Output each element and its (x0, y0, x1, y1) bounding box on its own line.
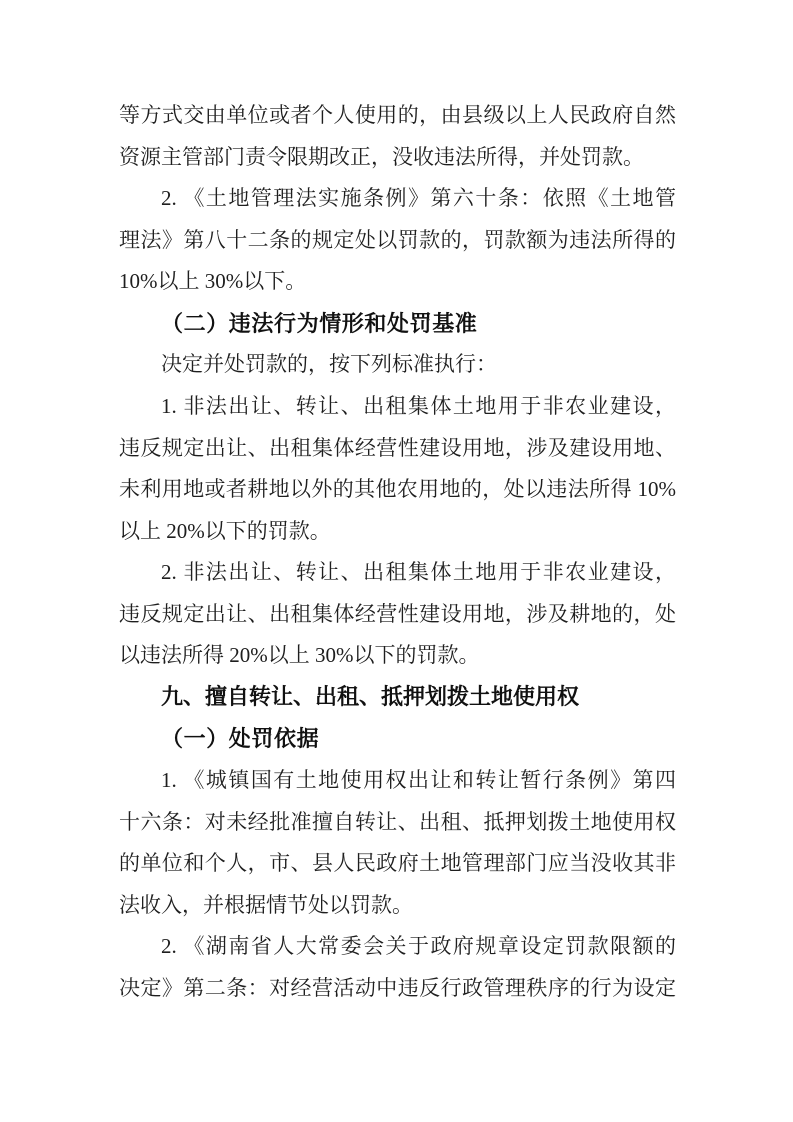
body-line-paragraph-end: 法收入，并根据情节处以罚款。 (119, 892, 413, 917)
body-line: 理法》第八十二条的规定处以罚款的，罚款额为违法所得的 (119, 227, 676, 252)
subsection-heading-violation-standards: （二）违法行为情形和处罚基准 (161, 310, 478, 336)
document-text-block (119, 95, 676, 1009)
subsection-heading-penalty-basis: （一）处罚依据 (161, 726, 320, 752)
body-line-paragraph-end: 以违法所得 20%以上 30%以下的罚款。 (119, 643, 480, 668)
body-line-paragraph-end: 以上 20%以下的罚款。 (119, 518, 331, 543)
list-item-2-line: 2. 《湖南省人大常委会关于政府规章设定罚款限额的 (161, 934, 676, 959)
list-item-2-line: 2. 非法出让、转让、出租集体土地用于非农业建设， (161, 560, 676, 585)
body-line: 未利用地或者耕地以外的其他农用地的，处以违法所得 10% (119, 477, 676, 502)
body-line: 违反规定出让、出租集体经营性建设用地，涉及耕地的，处 (119, 601, 676, 626)
body-line: 违反规定出让、出租集体经营性建设用地，涉及建设用地、 (119, 435, 676, 460)
body-line: 十六条：对未经批准擅自转让、出租、抵押划拨土地使用权 (119, 809, 676, 834)
body-line: 的单位和个人，市、县人民政府土地管理部门应当没收其非 (119, 851, 676, 876)
list-item-1-line: 1. 非法出让、转让、出租集体土地用于非农业建设， (161, 393, 676, 418)
body-line: 决定》第二条：对经营活动中违反行政管理秩序的行为设定 (119, 975, 676, 1000)
section-heading-9: 九、擅自转让、出租、抵押划拨土地使用权 (161, 684, 580, 710)
body-line-paragraph-end: 资源主管部门责令限期改正，没收违法所得，并处罚款。 (119, 144, 644, 169)
body-line-paragraph: 决定并处罚款的，按下列标准执行： (161, 352, 497, 377)
body-line: 等方式交由单位或者个人使用的，由县级以上人民政府自然 (119, 103, 676, 127)
body-line-paragraph-end: 10%以上 30%以下。 (119, 269, 307, 294)
list-item-1-line: 1. 《城镇国有土地使用权出让和转让暂行条例》第四 (161, 768, 676, 792)
list-item-2-line: 2. 《土地管理法实施条例》第六十条：依照《土地管 (161, 186, 676, 211)
